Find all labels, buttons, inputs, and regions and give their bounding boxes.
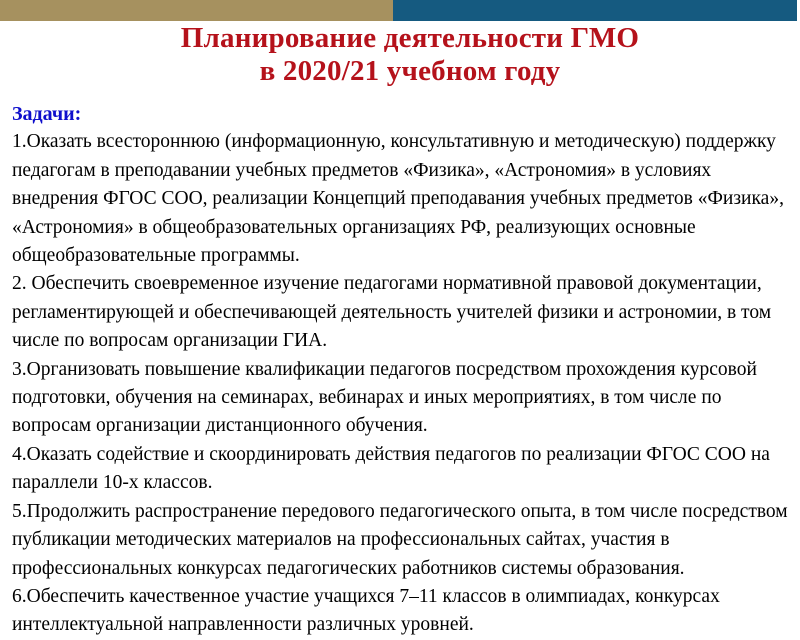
tasks-list	[12, 128, 792, 639]
header-bar-blue	[393, 0, 797, 21]
title-line-1: Планирование деятельности ГМО	[180, 22, 640, 54]
task-item: 2. Обеспечить своевременное изучение педагогами нормативной правовой документации, регламентирующей и обеспечивающей деятельность учителей физики и астрономии, в том числе по вопросам организации ГИА.	[12, 273, 772, 352]
task-item: 3.Организовать повышение квалификации педагогов посредством прохождения курсовой подготовки, обучения на семинарах, вебинарах и иных мероприятиях, в том числе по вопросам организации дистанционного обучения.	[12, 358, 757, 437]
header-bar-tan	[0, 0, 393, 21]
task-item: 1.Оказать всестороннюю (информационную, консультативную и методическую) поддержку педагогам в преподавании учебных предметов «Физика», «Астрономия» в условиях внедрения ФГОС СОО, реализации Концепций преподавания учебных предметов «Физика», «Астрономия» в общеобразовательных организациях РФ, реализующих основные общеобразовательные программы.	[12, 131, 784, 267]
task-item: 4.Оказать содействие и скоординировать действия педагогов по реализации ФГОС СОО на параллели 10-х классов.	[12, 443, 770, 494]
title-line-2: в 2020/21 учебном году	[259, 55, 561, 87]
slide-body	[12, 100, 792, 640]
tasks-heading: Задачи:	[12, 103, 82, 125]
task-item: 6.Обеспечить качественное участие учащихся 7–11 классов в олимпиадах, конкурсах интеллектуальной направленности различных уровней.	[12, 585, 720, 636]
slide-title	[20, 22, 800, 88]
task-item: 5.Продолжить распространение передового педагогического опыта, в том числе посредством публикации методических материалов на профессиональных сайтах, участия в профессиональных конкурсах педагогических работников системы образования.	[12, 500, 788, 579]
